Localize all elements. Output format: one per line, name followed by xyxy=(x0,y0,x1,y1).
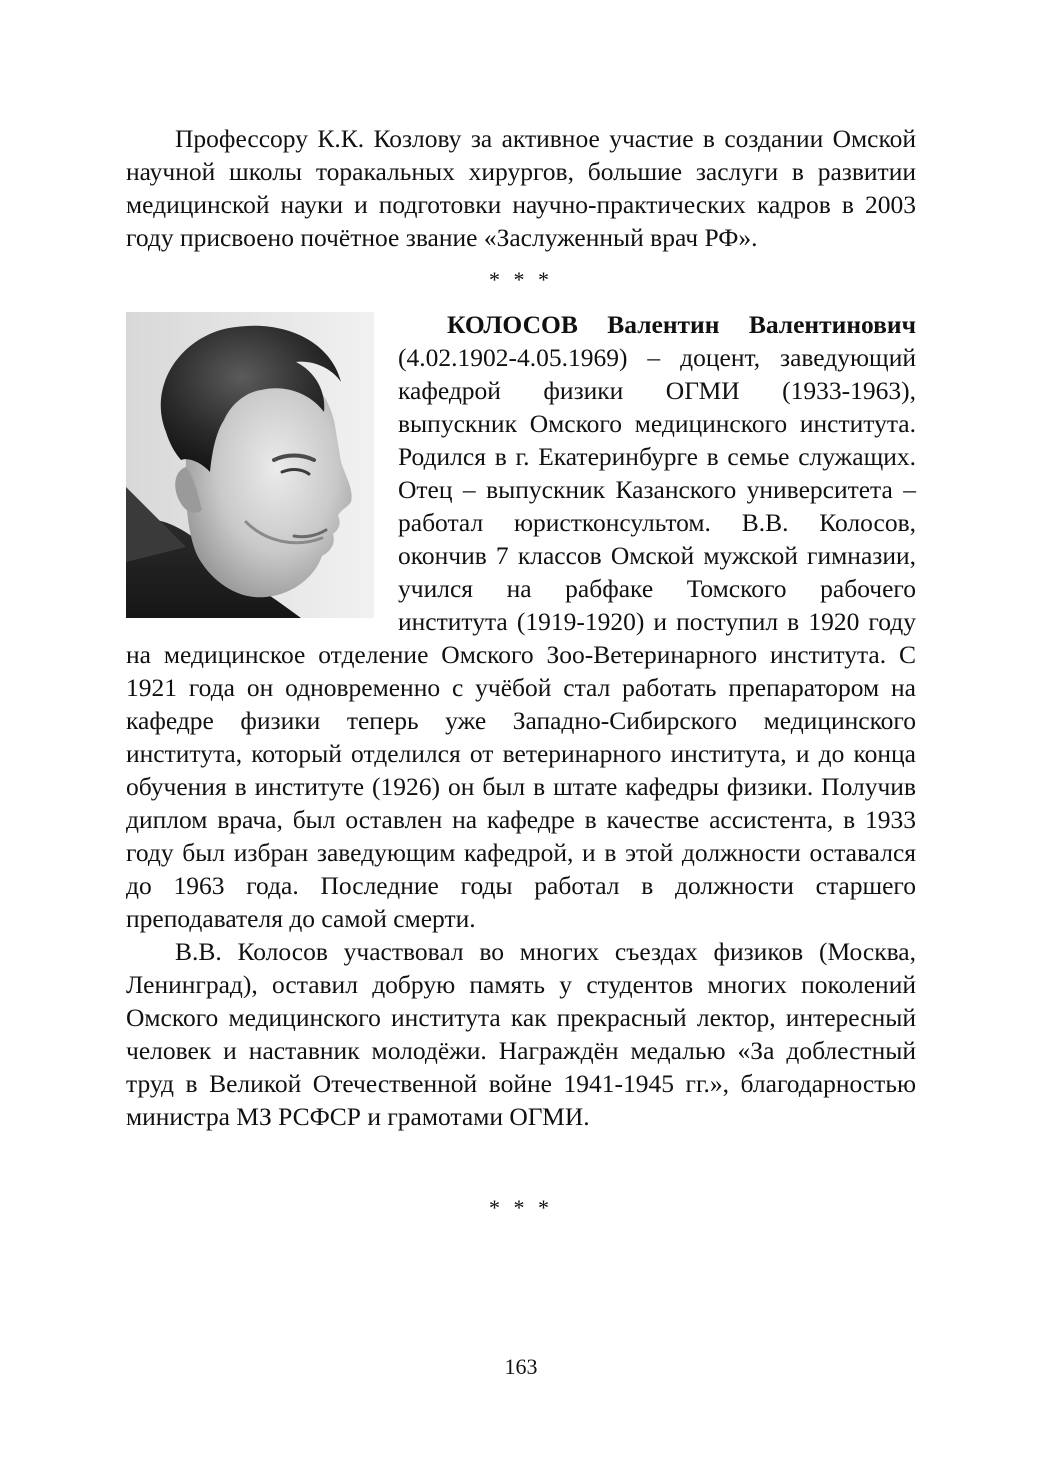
person-name: КОЛОСОВ Валентин Валентинович xyxy=(447,310,916,339)
page-number: 163 xyxy=(504,1354,538,1379)
section-separator: * * * xyxy=(489,267,553,292)
section-separator: * * * xyxy=(489,1195,553,1220)
document-page xyxy=(126,122,916,1442)
biography-text: (4.02.1902-4.05.1969) – доцент, заведующий кафедрой физики ОГМИ (1933-1963), выпускник Омского медицинского института. Родился в г. Екатеринбурге в семье служащих. Отец – выпускник Казанского университета – работал юристконсультом. В.В. Колосов, окончив 7 классов Омской мужской гимназии, учился на рабфаке Томского рабочего института (1919-1920) и поступил в 1920 году на медицинское отделение Омского Зоо-Ветеринарного института. С 1921 года он одновременно с учёбой стал работать препаратором на кафедре физики теперь уже Западно-Сибирского медицинского института, который отделился от ветеринарного института, и до конца обучения в институте (1926) он был в штате кафедры физики. Получив диплом врача, был оставлен на кафедре в качестве ассистента, в 1933 году был избран заведующим кафедрой, и в этой должности оставался до 1963 года. Последние годы работал в должности старшего преподавателя до самой смерти. xyxy=(126,343,916,933)
achievements-paragraph: В.В. Колосов участвовал во многих съездах физиков (Москва, Ленинград), оставил добрую память у студентов многих поколений Омского медицинского института как прекрасный лектор, интересный человек и наставник молодёжи. Награждён медалью «За доблестный труд в Великой Отечественной войне 1941-1945 гг.», благодарностью министра МЗ РСФСР и грамотами ОГМИ. xyxy=(126,937,916,1131)
portrait-image xyxy=(126,312,374,618)
intro-paragraph: Профессору К.К. Козлову за активное участие в создании Омской научной школы торакальных хирургов, большие заслуги в развитии медицинской науки и подготовки научно-практических кадров в 2003 году присвоено почётное звание «Заслуженный врач РФ». xyxy=(126,124,916,252)
portrait-photo xyxy=(126,312,374,618)
